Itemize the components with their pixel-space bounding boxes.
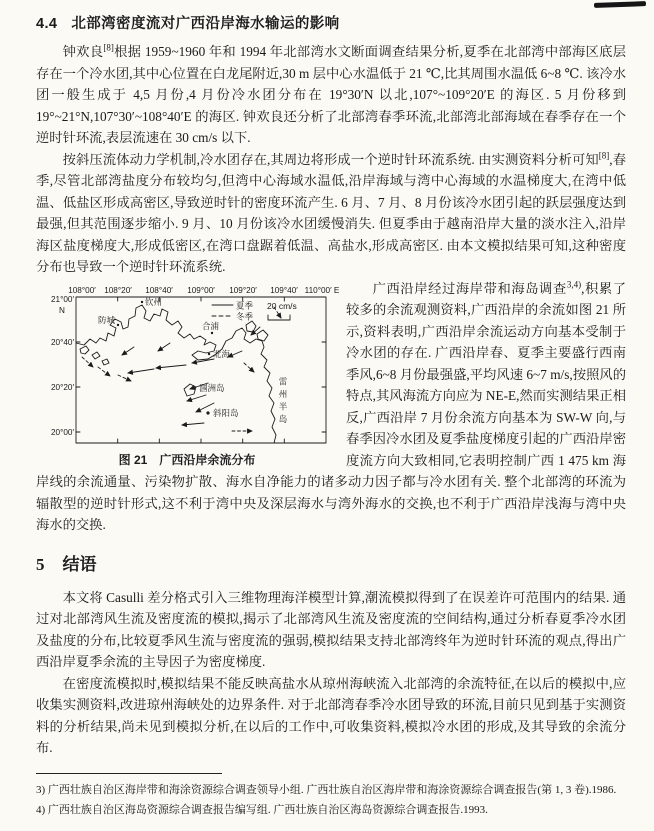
x-tick-label-109-00: 109°00′ (187, 285, 215, 295)
x-tick-label-109-40: 109°40′ (270, 285, 298, 295)
map-legend (212, 300, 297, 321)
place-label-xieyang: 斜阳岛 (213, 407, 239, 418)
city-markers (117, 300, 213, 354)
para2-text: 按斜压流体动力学机制,冷水团存在,其周边将形成一个逆时针环流系统. 由实测资料分析可知 (62, 151, 599, 167)
paragraph-conclusion-2: 在密度流模拟时,模拟结果不能反映高盐水从琼州海峡流入北部湾的余流特征,在以后的模拟中,应收集实测资料,改进琼州海峡处的边界条件. 对于北部湾春季冷水团导致的环流,目前只见到基于实测资料的分析结果,尚未见到模拟分析,在以后的工作中,可收集资料,模拟冷水团的形成,及其导致的余流分布. (36, 675, 626, 755)
paragraph-conclusion-1: 本文将 Casulli 差分格式引入三维物理海洋模型计算,潮流模拟得到了在误差许可范围内的结果. 通过对北部湾风生流及密度流的模拟,揭示了北部湾风生流及密度流的空间结构,通过分析春夏季冷水团及盐度的分布,比较夏季风生流与密度流的强弱,模拟结果支持北部湾终年为逆时针环流的观点,得出广西沿岸夏季余流的主导因子为密度梯度. (36, 589, 626, 669)
x-tick-label-108-40: 108°40′ (145, 285, 173, 295)
citation-8: [8] (103, 42, 114, 53)
coastline (76, 305, 276, 443)
figure-21-caption-title: 广西沿岸余流分布 (159, 452, 256, 467)
footnote-4: 4) 广西壮族自治区海岛资源综合调查报告编写组. 广西壮族自治区海岛资源综合调查报告.1993. (36, 803, 488, 816)
place-label-fangcheng: 防城 (98, 314, 116, 325)
paragraph-baroclinic-mechanism (36, 149, 626, 278)
x-tick-label-108-00: 108°00′ (68, 285, 96, 295)
legend-scale-label: 20 cm/s (267, 300, 297, 311)
section-5-number: 5 (36, 554, 45, 574)
x-tick-label-108-20: 108°20′ (104, 285, 132, 295)
citation-8-second: [8] (598, 150, 610, 161)
residual-current-map (36, 281, 338, 449)
weizhou-island-shape (184, 384, 196, 396)
figure-21-caption (36, 451, 338, 468)
y-tick-label-20-40: 20°40′ (50, 337, 74, 347)
x-tick-label-110-00: 110°00′ E (304, 285, 340, 295)
summer-current-arrows (122, 327, 260, 425)
place-label-hepu: 合浦 (202, 320, 220, 331)
legend-scale-bar (268, 315, 290, 320)
y-tick-label-20-20: 20°20′ (50, 382, 74, 392)
section-5-heading (36, 550, 626, 575)
footnotes (36, 773, 626, 819)
north-label: N (59, 305, 65, 315)
section-4-4-number: 4.4 (36, 16, 58, 32)
footnote-3: 3) 广西壮族自治区海岸带和海涂资源综合调查领导小组. 广西壮族自治区海岸带和海涂资源综合调查报告(第 1, 3 卷).1986. (36, 783, 617, 796)
place-label-qinzhou: 钦州 (145, 296, 163, 307)
place-label-beihai: 北海 (213, 348, 231, 359)
para3-text: 广西沿岸经过海岸带和海岛调查 (372, 280, 567, 296)
place-label-weizhou: 涠洲岛 (199, 382, 225, 393)
scan-artifact (594, 1, 646, 8)
section-5-title: 结语 (62, 554, 97, 574)
legend-winter-label: 冬季 (236, 311, 254, 321)
y-tick-label-21-00: 21°00′ (50, 294, 74, 304)
para1-text: 钟欢良 (62, 44, 104, 59)
y-tick-label-20-00: 20°00′ (50, 427, 74, 437)
para2-rest: ,春季,尽管北部湾盐度分布较均匀,但湾中心海域水温低,沿岸海域与湾中心海域的水温梯度大,在湾中低温、低盐区形成高密区,导致逆时针的密度环流产生. 6 月、7 月、8 月份该冷水团引起的跃层强度达到最强,但其范围逐步缩小. 9 月、10 月份该冷水团缓慢消失. 但夏季由于越南沿岸大量的淡水注入,沿岸海区盐度梯度大,形成低密区,在湾口盘踞着低温、高盐水,形成高密区. 由本文模拟结果可知,这种密度分布也导致一个逆时针环流系统. (36, 151, 627, 274)
legend-summer-label: 夏季 (236, 300, 254, 310)
paragraph-coldwater-mass (36, 41, 626, 149)
figure-21 (36, 281, 338, 468)
place-label-leizhou-peninsula: 雷州半岛 (278, 376, 288, 427)
citation-3-4: 3,4) (566, 279, 582, 290)
x-tick-label-109-20: 109°20′ (229, 285, 257, 295)
para3-rest: ,积累了较多的余流观测资料,广西沿岸的余流如图 21 所示,资料表明,广西沿岸余流运动方向基本受制于冷水团的存在. 广西沿岸春、夏季主要盛行西南季风,6~8 月份最强盛,平均风速 6~7 m/s,按照风的特点,其风海流方向应为 NE-E,然而实测结果正相反,广西沿岸 7 月份余流方向基本为 SW-W 向,与春季因冷水团及夏季盐度梯度引起的广西沿岸密度流方向大致相同,它表明控制广西 1 475 km 海岸线的余流通量、污染物扩散、海水自净能力的诸多动力因子都与冷水团有关. 整个北部湾的环流为辐散型的逆时针形式,这不利于湾中央及深层海水与湾外海水的交换,也不利于广西沿岸浅海与湾中央海水的交换. (36, 280, 627, 532)
figure-21-caption-number: 图 21 (118, 452, 148, 467)
section-4-4-title: 北部湾密度流对广西沿岸海水输运的影响 (71, 16, 340, 32)
footnote-separator (36, 773, 222, 774)
section-4-4-heading (36, 12, 626, 33)
xieyang-island-dot (206, 411, 209, 414)
para1-rest: 根据 1959~1960 年和 1994 年北部湾水文断面调查结果分析,夏季在北部湾中部海区底层存在一个冷水团,其中心位置在白龙尾附近,30 m 层中心水温低于 21 ℃,比其周围水温低 6~8 ℃. 该冷水团一般生成于 4,5 月份,4 月份冷水团分布在 19°30′N 以北,107°~109°20′E 的海区. 5 月份移到 19°~21°N,107°30′~108°40′E 的海区. 钟欢良还分析了北部湾春季环流,北部湾北部海域在春季存在一个逆时针环流,表层流速在 30 cm/s 以下. (36, 44, 627, 145)
